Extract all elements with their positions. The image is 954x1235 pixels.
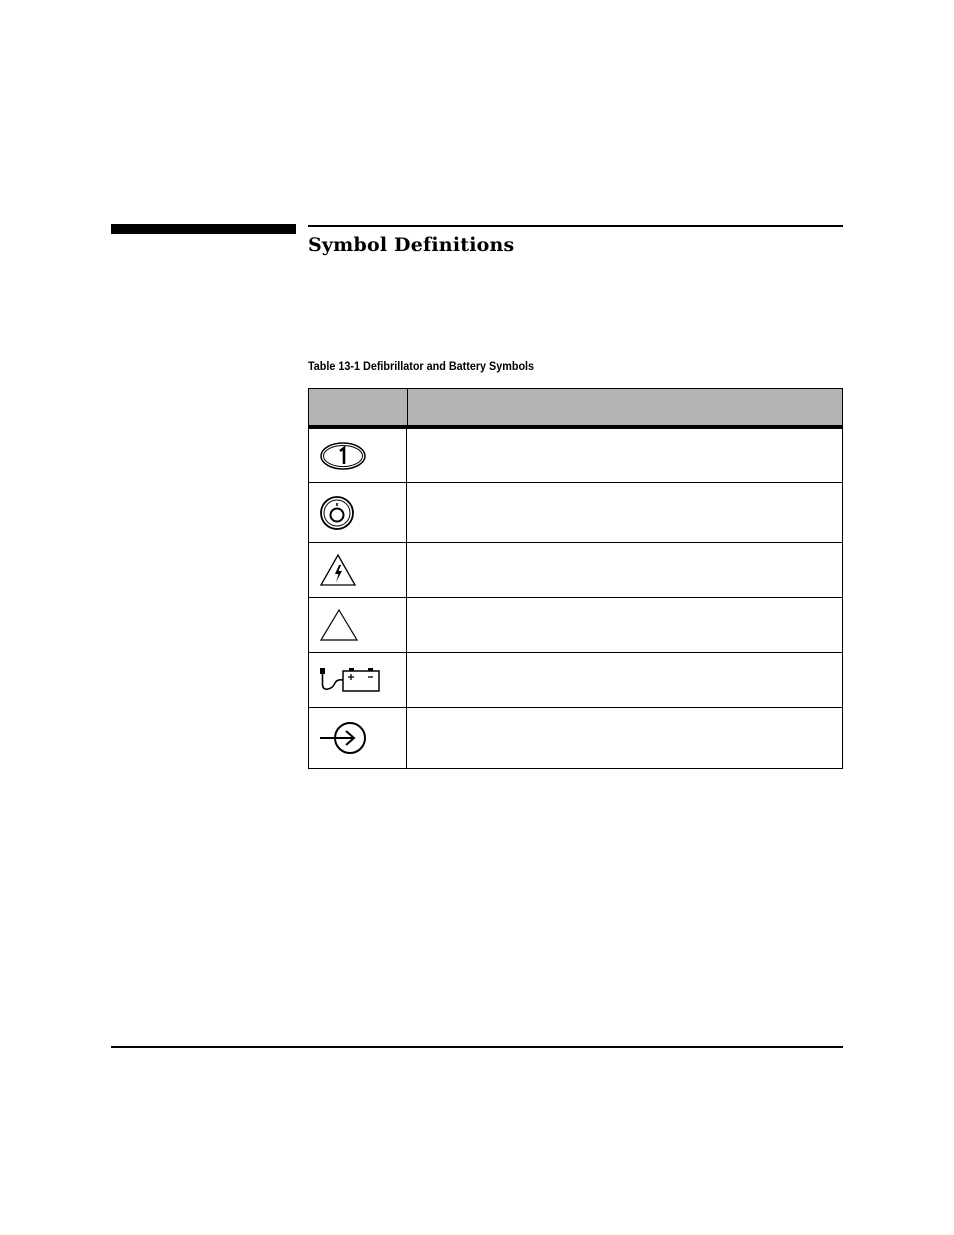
table-row — [309, 483, 842, 543]
on-off-button-icon — [319, 495, 355, 531]
high-voltage-warning-icon — [319, 553, 357, 587]
description-cell — [407, 543, 842, 597]
battery-charger-icon — [319, 665, 381, 695]
description-cell — [407, 429, 842, 482]
page-bottom-rule — [111, 1046, 843, 1048]
symbol-cell — [309, 708, 407, 768]
input-arrow-icon — [319, 718, 369, 758]
section-top-rule — [308, 225, 843, 227]
table-row — [309, 653, 842, 708]
description-cell — [407, 708, 842, 768]
description-cell — [407, 483, 842, 542]
symbol-cell — [309, 653, 407, 707]
section-marker-bar — [111, 224, 296, 234]
table-row — [309, 708, 842, 768]
number-one-button-icon — [319, 441, 367, 471]
caution-triangle-icon — [319, 608, 359, 642]
header-description-cell — [408, 389, 842, 425]
description-cell — [407, 653, 842, 707]
description-cell — [407, 598, 842, 652]
table-header-row — [309, 389, 842, 429]
table-row — [309, 543, 842, 598]
header-symbol-cell — [309, 389, 408, 425]
section-title: Symbol Definitions — [308, 234, 515, 256]
symbol-cell — [309, 598, 407, 652]
table-row — [309, 598, 842, 653]
symbol-cell — [309, 543, 407, 597]
symbol-cell — [309, 429, 407, 482]
table-caption: Table 13-1 Defibrillator and Battery Symbols — [308, 359, 535, 373]
symbol-table — [308, 388, 843, 769]
symbol-cell — [309, 483, 407, 542]
table-row — [309, 429, 842, 483]
